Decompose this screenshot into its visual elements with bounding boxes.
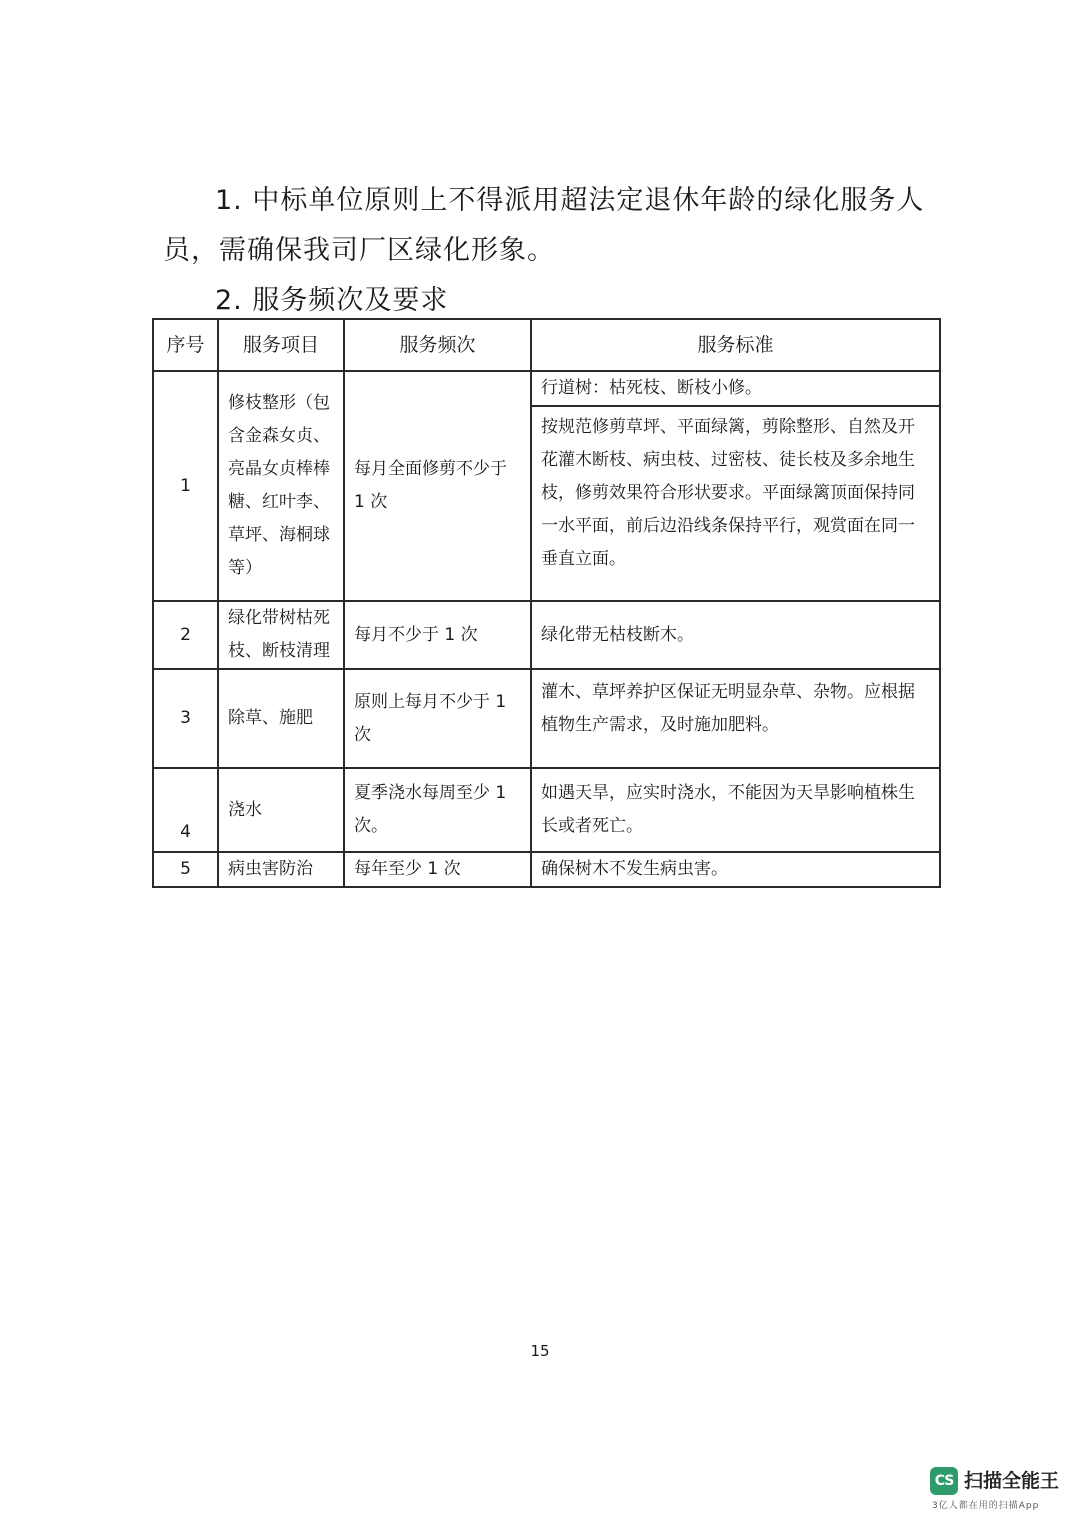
row-item: 修枝整形（包含金森女贞、亮晶女贞棒棒糖、红叶李、草坪、海桐球等） <box>218 371 344 601</box>
page-number: 15 <box>530 1342 550 1360</box>
row-standard-street-trees: 行道树：枯死枝、断枝小修。 <box>532 372 939 407</box>
row-frequency: 每年至少 1 次 <box>344 852 531 887</box>
row-item: 绿化带树枯死枝、断枝清理 <box>218 601 344 669</box>
table-row <box>153 601 940 669</box>
table-header-row <box>153 319 940 371</box>
header-frequency: 服务频次 <box>344 319 531 371</box>
row-item: 病虫害防治 <box>218 852 344 887</box>
row-standard <box>531 371 940 601</box>
row-number: 2 <box>153 601 218 669</box>
watermark-tagline: 3亿人都在用的扫描App <box>932 1501 1040 1511</box>
scanner-watermark-logo <box>930 1465 1070 1515</box>
camscanner-badge-icon: CS <box>930 1467 958 1495</box>
row-frequency: 每月全面修剪不少于 1 次 <box>344 371 531 601</box>
paragraph-retirement-rule: 1. 中标单位原则上不得派用超法定退休年龄的绿化服务人员，需确保我司厂区绿化形象。 <box>163 185 925 266</box>
row-standard: 确保树木不发生病虫害。 <box>531 852 940 887</box>
header-standard: 服务标准 <box>531 319 940 371</box>
table-row <box>153 852 940 887</box>
row-number: 4 <box>153 768 218 852</box>
header-item: 服务项目 <box>218 319 344 371</box>
row-frequency: 每月不少于 1 次 <box>344 601 531 669</box>
row-number: 5 <box>153 852 218 887</box>
row-standard: 如遇天旱，应实时浇水，不能因为天旱影响植株生长或者死亡。 <box>531 768 940 852</box>
header-no: 序号 <box>153 319 218 371</box>
row-item: 除草、施肥 <box>218 669 344 768</box>
row-standard: 灌木、草坪养护区保证无明显杂草、杂物。应根据植物生产需求，及时施加肥料。 <box>531 669 940 768</box>
row-number: 3 <box>153 669 218 768</box>
row-item: 浇水 <box>218 768 344 852</box>
table-row <box>153 371 940 601</box>
row-standard: 绿化带无枯枝断木。 <box>531 601 940 669</box>
row-frequency: 夏季浇水每周至少 1 次。 <box>344 768 531 852</box>
row-standard-hedges: 按规范修剪草坪、平面绿篱，剪除整形、自然及开花灌木断枝、病虫枝、过密枝、徒长枝及多余地生枝，修剪效果符合形状要求。平面绿篱顶面保持同一水平面，前后边沿线条保持平行，观赏面在同一垂直立面。 <box>541 417 915 569</box>
table-row <box>153 669 940 768</box>
watermark-app-name: 扫描全能王 <box>964 1470 1060 1492</box>
section-heading-frequency: 2. 服务频次及要求 <box>215 285 449 316</box>
row-number: 1 <box>153 371 218 601</box>
service-table <box>152 318 941 888</box>
row-frequency: 原则上每月不少于 1 次 <box>344 669 531 768</box>
table-row <box>153 768 940 852</box>
